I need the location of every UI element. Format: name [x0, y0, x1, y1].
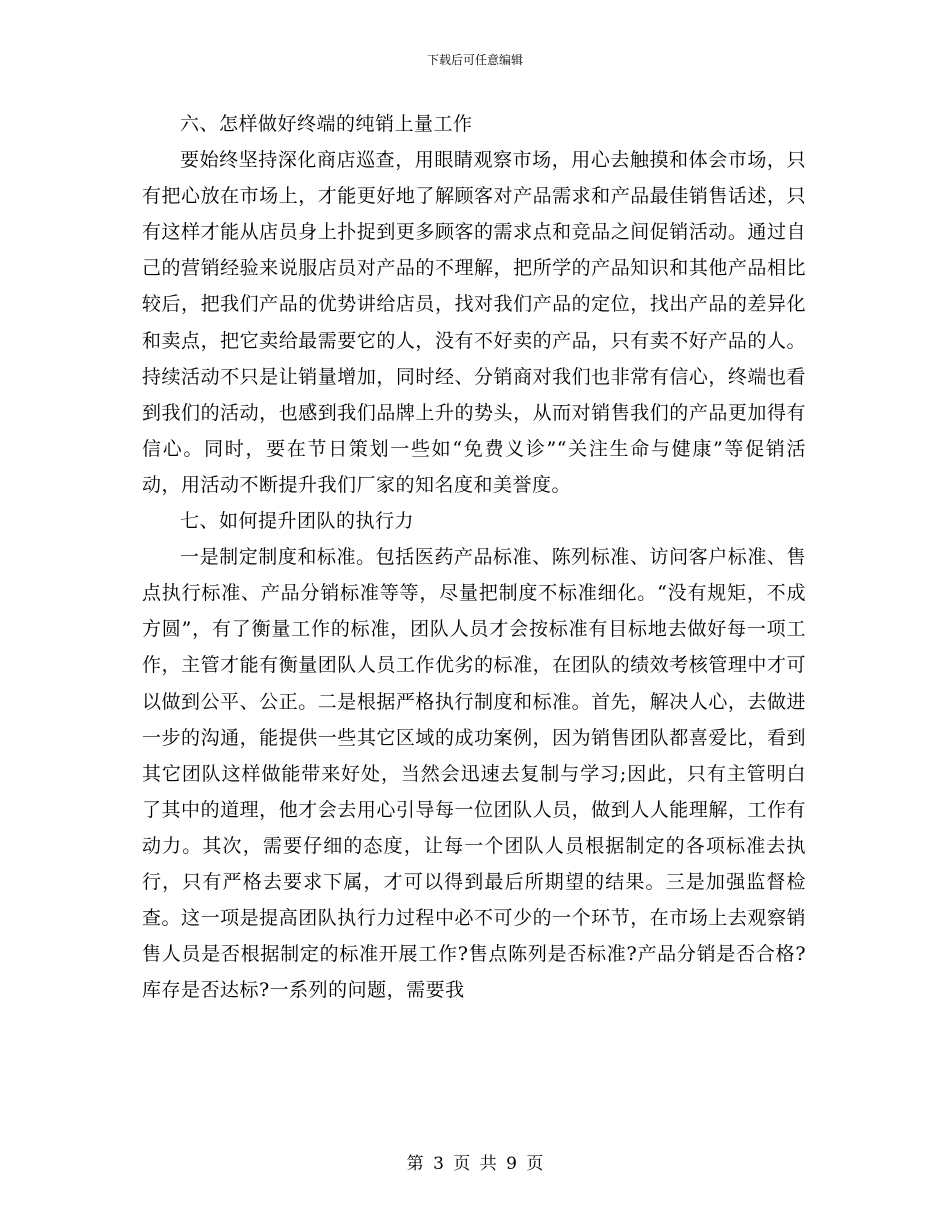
document-body — [142, 106, 806, 1008]
section-paragraph-7: 一是制定制度和标准。包括医药产品标准、陈列标准、访问客户标准、售点执行标准、产品分销标准等等，尽量把制度不标准细化。“没有规矩，不成方圆”，有了衡量工作的标准，团队人员才会按标准有目标地去做好每一项工作，主管才能有衡量团队人员工作优劣的标准，在团队的绩效考核管理中才可以做到公平、公正。二是根据严格执行制度和标准。首先，解决人心，去做进一步的沟通，能提供一些其它区域的成功案例，因为销售团队都喜爱比，看到其它团队这样做能带来好处，当然会迅速去复制与学习;因此，只有主管明白了其中的道理，他才会去用心引导每一位团队人员，做到人人能理解，工作有动力。其次，需要仔细的态度，让每一个团队人员根据制定的各项标准去执行，只有严格去要求下属，才可以得到最后所期望的结果。三是加强监督检查。这一项是提高团队执行力过程中必不可少的一个环节，在市场上去观察销售人员是否根据制定的标准开展工作?售点陈列是否标准?产品分销是否合格?库存是否达标?一系列的问题，需要我 — [142, 546, 806, 1002]
section-heading-6: 六、怎样做好终端的纯销上量工作 — [180, 113, 473, 135]
page-number: 第 3 页 共 9 页 — [406, 1154, 544, 1174]
section-paragraph-6: 要始终坚持深化商店巡查，用眼睛观察市场，用心去触摸和体会市场，只有把心放在市场上，才能更好地了解顾客对产品需求和产品最佳销售话述，只有这样才能从店员身上扑捉到更多顾客的需求点和竞品之间促销活动。通过自己的营销经验来说服店员对产品的不理解，把所学的产品知识和其他产品相比较后，把我们产品的优势讲给店员，找对我们产品的定位，找出产品的差异化和卖点，把它卖给最需要它的人，没有不好卖的产品，只有卖不好产品的人。持续活动不只是让销量增加，同时经、分销商对我们也非常有信心，终端也看到我们的活动，也感到我们品牌上升的势头，从而对销售我们的产品更加得有信心。同时，要在节日策划一些如“免费义诊”“关注生命与健康”等促销活动，用活动不断提升我们厂家的知名度和美誉度。 — [142, 149, 806, 496]
section-heading-7: 七、如何提升团队的执行力 — [180, 510, 415, 533]
header-note: 下载后可任意编辑 — [426, 53, 523, 67]
